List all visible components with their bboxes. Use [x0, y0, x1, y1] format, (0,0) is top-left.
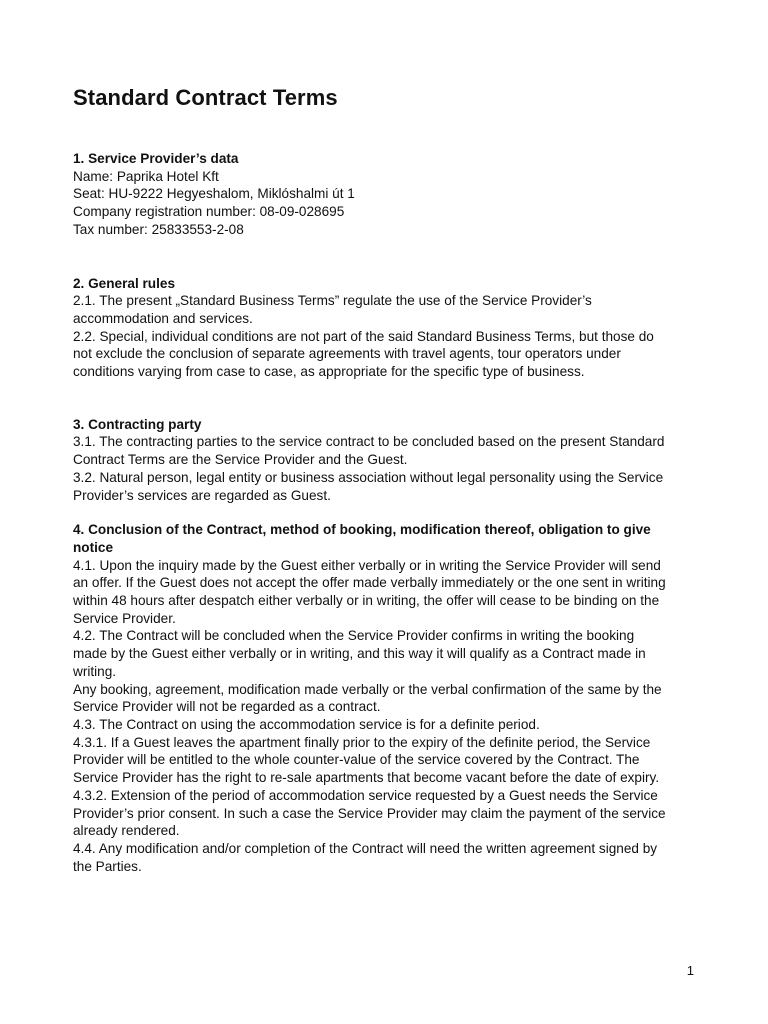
text-line: Service Provider has the right to re-sale apartments that become vacant before the date of expiry.: [73, 770, 660, 786]
section-heading: notice: [73, 539, 114, 555]
text-line: 4.3.2. Extension of the period of accommodation service requested by a Guest needs the Service: [73, 787, 658, 803]
text-line: Service Provider will not be regarded as a contract.: [73, 699, 381, 715]
section-heading: 2. General rules: [73, 275, 176, 291]
text-line: already rendered.: [73, 823, 180, 839]
text-line: Contract Terms are the Service Provider and the Guest.: [73, 452, 408, 468]
text-line: Company registration number: 08-09-028695: [73, 204, 345, 220]
text-line: 3.2. Natural person, legal entity or business association without legal personality using the Service: [73, 469, 664, 485]
section-service-provider-data: [73, 150, 703, 239]
text-line: made by the Guest either verbally or in writing, and this way it will qualify as a Contract made in: [73, 646, 646, 662]
text-line: not exclude the conclusion of separate agreements with travel agents, tour operators under: [73, 346, 621, 362]
text-line: 4.3.1. If a Guest leaves the apartment finally prior to the expiry of the definite period, the Service: [73, 734, 651, 750]
text-line: Provider’s services are regarded as Guest.: [73, 487, 331, 503]
text-line: 4.1. Upon the inquiry made by the Guest either verbally or in writing the Service Provider will send: [73, 557, 661, 573]
text-line: 3.1. The contracting parties to the service contract to be concluded based on the present Standard: [73, 434, 665, 450]
text-line: 2.1. The present „Standard Business Terms” regulate the use of the Service Provider’s: [73, 293, 592, 309]
text-line: the Parties.: [73, 858, 142, 874]
text-line: Seat: HU-9222 Hegyeshalom, Miklóshalmi út 1: [73, 186, 355, 202]
text-line: conditions varying from case to case, as appropriate for the specific type of business.: [73, 364, 585, 380]
text-line: within 48 hours after despatch either verbally or in writing, the offer will cease to be binding on the: [73, 593, 660, 609]
section-heading: 4. Conclusion of the Contract, method of booking, modification thereof, obligation to give: [73, 522, 651, 538]
section-general-rules: [73, 275, 703, 381]
text-line: 2.2. Special, individual conditions are not part of the said Standard Business Terms, but those do: [73, 328, 654, 344]
document-title: Standard Contract Terms: [73, 85, 338, 110]
section-heading: 3. Contracting party: [73, 416, 202, 432]
text-line: Provider’s prior consent. In such a case the Service Provider may claim the payment of the service: [73, 805, 666, 821]
text-line: an offer. If the Guest does not accept the offer made verbally immediately or the one sent in writing: [73, 575, 666, 591]
section-heading: 1. Service Provider’s data: [73, 151, 239, 166]
text-line: Any booking, agreement, modification made verbally or the verbal confirmation of the same by the: [73, 681, 662, 697]
document-page: [73, 83, 703, 875]
section-contracting-party: [73, 416, 703, 505]
text-line: 4.4. Any modification and/or completion of the Contract will need the written agreement signed by: [73, 840, 658, 856]
text-line: Service Provider.: [73, 610, 176, 626]
text-line: Tax number: 25833553-2-08: [73, 221, 244, 237]
text-line: 4.3. The Contract on using the accommodation service is for a definite period.: [73, 716, 540, 732]
text-line: accommodation and services.: [73, 310, 253, 326]
section-conclusion-of-contract: [73, 521, 703, 875]
text-line: 4.2. The Contract will be concluded when the Service Provider confirms in writing the booking: [73, 628, 635, 644]
text-line: Provider will be entitled to the whole counter-value of the service covered by the Contract. The: [73, 752, 640, 768]
text-line: writing.: [73, 663, 117, 679]
text-line: Name: Paprika Hotel Kft: [73, 168, 219, 184]
page-number: 1: [686, 963, 694, 978]
